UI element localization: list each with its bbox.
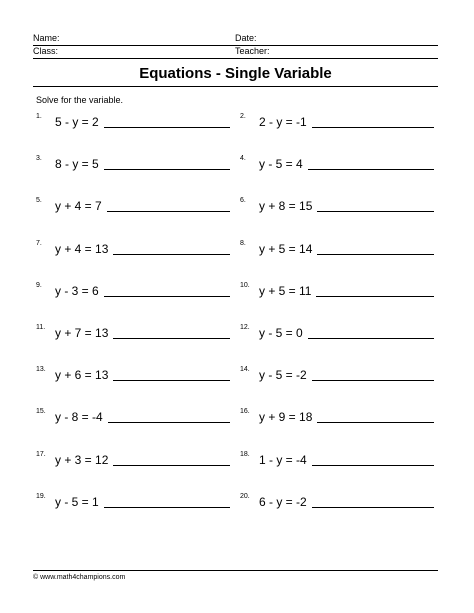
problem-item	[36, 154, 232, 172]
problem-item	[240, 365, 436, 383]
answer-line[interactable]	[107, 211, 230, 212]
problem-equation: y + 3 = 12	[55, 453, 109, 467]
problem-equation: y + 7 = 13	[55, 326, 109, 340]
problem-equation: 1 - y = -4	[259, 453, 307, 467]
problem-number: 6.	[240, 197, 246, 204]
problem-number: 11.	[36, 324, 46, 331]
problem-number: 2.	[240, 113, 246, 120]
problem-number: 5.	[36, 197, 42, 204]
problem-item	[36, 450, 232, 468]
problem-number: 10.	[240, 282, 250, 289]
title-divider	[33, 86, 438, 87]
problem-item	[240, 154, 436, 172]
answer-line[interactable]	[312, 127, 434, 128]
problem-equation: y + 5 = 14	[259, 242, 313, 256]
problem-item	[240, 196, 436, 214]
answer-line[interactable]	[104, 169, 230, 170]
footer-copyright: © www.math4champions.com	[33, 574, 126, 581]
problem-number: 3.	[36, 155, 42, 162]
problem-equation: 5 - y = 2	[55, 115, 99, 129]
problem-number: 7.	[36, 240, 42, 247]
problem-number: 12.	[240, 324, 250, 331]
problem-number: 9.	[36, 282, 42, 289]
answer-line[interactable]	[104, 296, 230, 297]
answer-line[interactable]	[312, 380, 434, 381]
problem-equation: 2 - y = -1	[259, 115, 307, 129]
problem-number: 16.	[240, 408, 250, 415]
answer-line[interactable]	[104, 507, 230, 508]
problem-number: 4.	[240, 155, 246, 162]
problem-equation: y - 5 = 1	[55, 495, 99, 509]
problem-equation: y - 5 = 4	[259, 157, 303, 171]
problem-item	[36, 365, 232, 383]
answer-line[interactable]	[113, 380, 230, 381]
problem-equation: y - 3 = 6	[55, 284, 99, 298]
problem-item	[240, 450, 436, 468]
problem-number: 15.	[36, 408, 46, 415]
problem-number: 13.	[36, 366, 46, 373]
problem-equation: y + 4 = 13	[55, 242, 109, 256]
problem-item	[36, 281, 232, 299]
answer-line[interactable]	[108, 422, 230, 423]
problem-equation: y - 5 = 0	[259, 326, 303, 340]
problem-item	[36, 196, 232, 214]
problem-item	[240, 323, 436, 341]
problem-number: 14.	[240, 366, 250, 373]
problem-equation: y + 5 = 11	[259, 284, 312, 298]
problem-equation: y - 5 = -2	[259, 368, 307, 382]
problem-equation: 8 - y = 5	[55, 157, 99, 171]
problem-equation: y + 8 = 15	[259, 199, 313, 213]
teacher-label: Teacher:	[235, 46, 270, 56]
problem-item	[240, 281, 436, 299]
problem-item	[36, 112, 232, 130]
class-label: Class:	[33, 46, 59, 56]
answer-line[interactable]	[104, 127, 230, 128]
problem-equation: y + 6 = 13	[55, 368, 109, 382]
problem-number: 1.	[36, 113, 42, 120]
problem-item	[240, 112, 436, 130]
problem-item	[36, 323, 232, 341]
problem-number: 19.	[36, 493, 46, 500]
problem-number: 20.	[240, 493, 250, 500]
problem-equation: y + 4 = 7	[55, 199, 102, 213]
answer-line[interactable]	[312, 465, 434, 466]
answer-line[interactable]	[113, 338, 230, 339]
problem-number: 17.	[36, 451, 46, 458]
problem-number: 18.	[240, 451, 250, 458]
answer-line[interactable]	[113, 465, 230, 466]
name-label: Name:	[33, 33, 60, 43]
answer-line[interactable]	[308, 338, 434, 339]
problem-number: 8.	[240, 240, 246, 247]
problem-item	[240, 407, 436, 425]
problem-item	[240, 492, 436, 510]
problem-equation: 6 - y = -2	[259, 495, 307, 509]
answer-line[interactable]	[317, 211, 434, 212]
answer-line[interactable]	[317, 254, 434, 255]
problem-equation: y - 8 = -4	[55, 410, 103, 424]
footer-divider	[33, 570, 438, 571]
answer-line[interactable]	[308, 169, 434, 170]
instructions: Solve for the variable.	[36, 95, 124, 105]
header-row-2	[33, 45, 438, 59]
header-row-1	[33, 32, 438, 46]
problem-equation: y + 9 = 18	[259, 410, 313, 424]
answer-line[interactable]	[317, 422, 434, 423]
answer-line[interactable]	[316, 296, 434, 297]
answer-line[interactable]	[113, 254, 230, 255]
date-label: Date:	[235, 33, 257, 43]
problem-item	[36, 492, 232, 510]
problem-item	[36, 239, 232, 257]
worksheet-title: Equations - Single Variable	[139, 65, 332, 82]
answer-line[interactable]	[312, 507, 434, 508]
problem-item	[36, 407, 232, 425]
problem-item	[240, 239, 436, 257]
